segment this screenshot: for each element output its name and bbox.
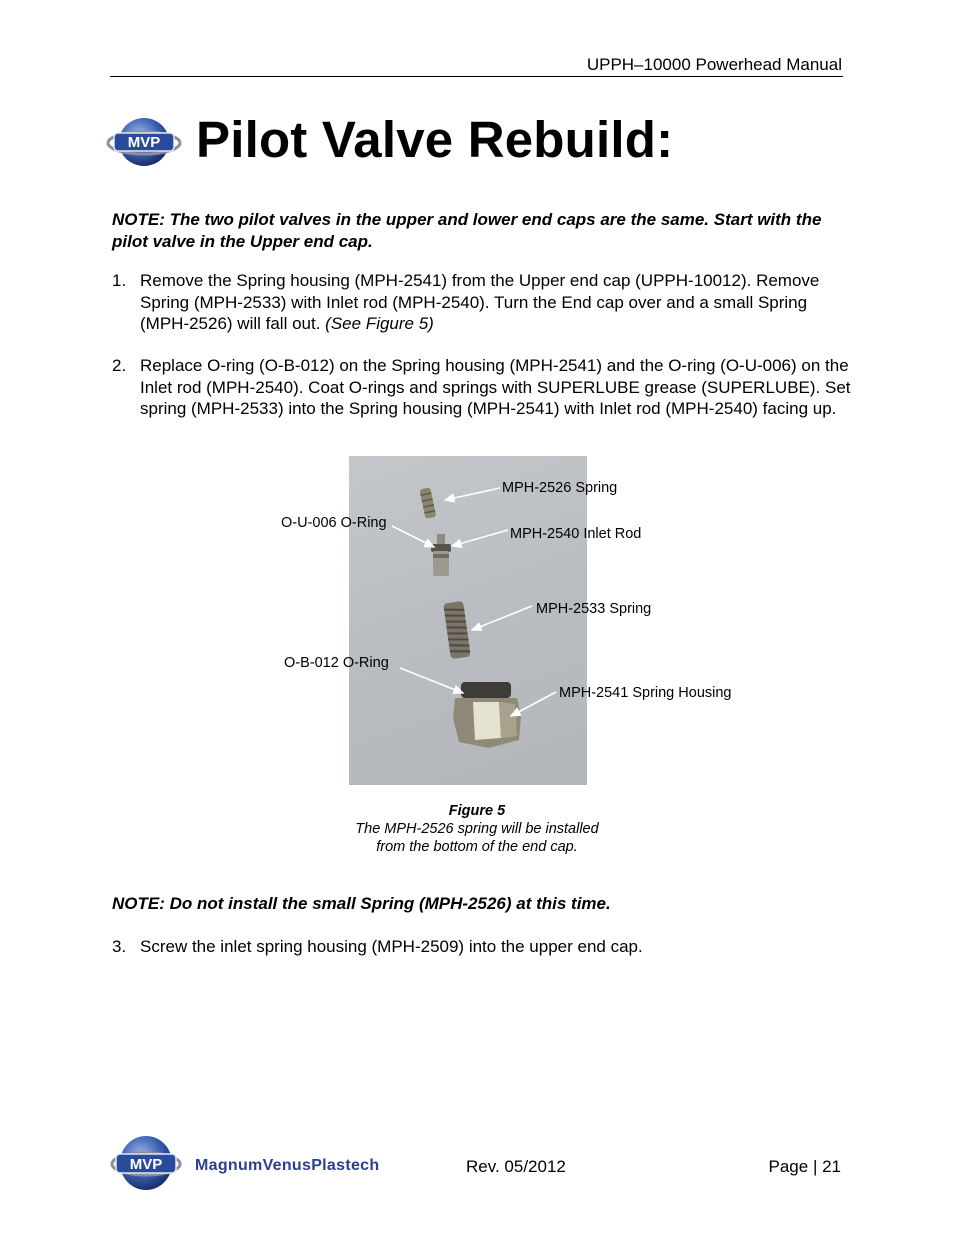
- footer-page-number: Page | 21: [768, 1157, 841, 1176]
- step-3: [112, 936, 852, 958]
- step-2: [112, 355, 852, 420]
- callout-spring-2526: MPH-2526 Spring: [502, 480, 618, 496]
- inlet-rod-part: [431, 534, 451, 576]
- step-1-number: 1.: [112, 271, 127, 290]
- figure-caption: [0, 802, 954, 856]
- step-2-number: 2.: [112, 356, 127, 375]
- pilot-valve-parts-photo: [349, 456, 587, 785]
- note-pilot-valves: NOTE: The two pilot valves in the upper and lower end caps are the same. Start with the pilot valve in the Upper end cap.: [112, 210, 822, 251]
- main-spring-part: [443, 601, 471, 659]
- title-logo-text: MVP: [127, 134, 161, 151]
- step-1-text: Remove the Spring housing (MPH-2541) from the Upper end cap (UPPH-10012). Remove Spring (MPH-2533) with Inlet rod (MPH-2540). Turn the End cap over and a small Spring (MPH-2526) will fall out.: [140, 271, 820, 334]
- step-3-number: 3.: [112, 937, 127, 956]
- footer-mvp-logo-icon: [110, 1133, 182, 1193]
- header-rule: [110, 76, 843, 77]
- figure-caption-line-2: from the bottom of the end cap.: [376, 839, 578, 855]
- figure-caption-line-1: The MPH-2526 spring will be installed: [355, 821, 599, 837]
- callout-oring-ob012: O-B-012 O-Ring: [284, 655, 389, 671]
- step-1-figure-ref: (See Figure 5): [325, 314, 434, 334]
- small-spring-part: [419, 487, 436, 519]
- running-header: UPPH–10000 Powerhead Manual: [586, 55, 842, 74]
- parts-illustration: [349, 456, 587, 785]
- step-2-text: Replace O-ring (O-B-012) on the Spring housing (MPH-2541) and the O-ring (O-U-006) on the Inlet rod (MPH-2540). Coat O-rings and springs with SUPERLUBE grease (SUPERLUBE). Set spring (MPH-2533) into the Spring housing (MPH-2541) with Inlet rod (MPH-2540) facing up.: [140, 356, 851, 419]
- figure-caption-title: Figure 5: [448, 803, 506, 819]
- step-3-text: Screw the inlet spring housing (MPH-2509) into the upper end cap.: [140, 937, 643, 956]
- callout-inlet-rod-2540: MPH-2540 Inlet Rod: [510, 526, 642, 542]
- footer-revision: Rev. 05/2012: [466, 1157, 566, 1176]
- step-1: [112, 270, 852, 335]
- callout-housing-2541: MPH-2541 Spring Housing: [559, 685, 732, 701]
- page-title: Pilot Valve Rebuild:: [196, 111, 674, 168]
- callout-spring-2533: MPH-2533 Spring: [536, 601, 652, 617]
- footer-brand-wordmark: MagnumVenusPlastech: [195, 1157, 380, 1174]
- note-small-spring: NOTE: Do not install the small Spring (MPH-2526) at this time.: [112, 894, 611, 913]
- footer-logo-text: MVP: [129, 1156, 163, 1173]
- mvp-logo-icon: [106, 112, 182, 170]
- callout-oring-ou006: O-U-006 O-Ring: [281, 515, 387, 531]
- spring-housing-part: [453, 682, 521, 748]
